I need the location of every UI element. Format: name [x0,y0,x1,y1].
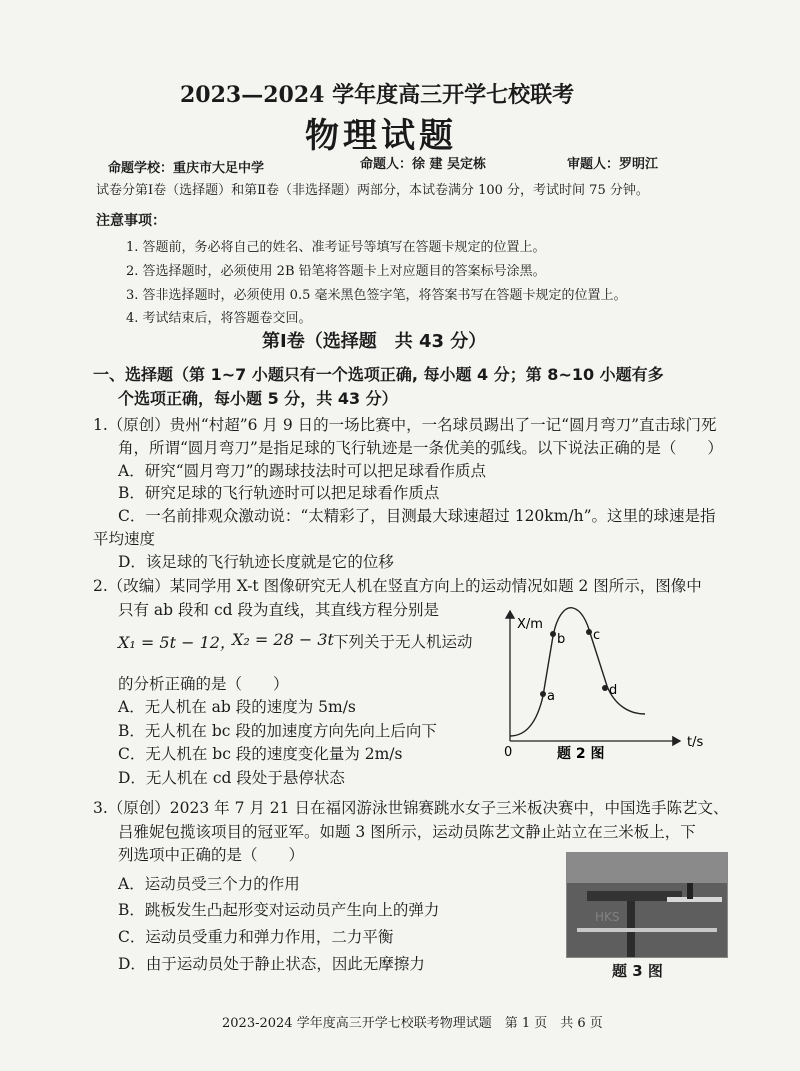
point-c-label: c [593,628,601,643]
svg-text:HKS: HKS [595,910,620,924]
note-item: 1. 答题前，务必将自己的姓名、准考证号等填写在答题卡规定的位置上。 [126,240,546,255]
q2-option-a: A．无人机在 ab 段的速度为 5m/s [118,698,356,716]
notes-heading: 注意事项： [96,213,166,229]
q2-xt-graph [495,596,725,766]
point-b-dot [550,631,556,637]
point-d-dot [602,685,608,691]
q1-option-c-cont: 平均速度 [93,530,156,548]
figure2-caption: 题 2 图 [557,746,605,762]
point-a-dot [540,691,546,697]
origin-label: 0 [504,745,513,760]
q2-stem: 2.（改编）某同学用 X-t 图像研究无人机在竖直方向上的运动情况如题 2 图所示，图像中 [93,577,702,595]
note-item: 2. 答选择题时，必须使用 2B 铅笔将答题卡上对应题目的答案标号涂黑。 [126,264,546,279]
q2-stem-cont: 只有 ab 段和 cd 段为直线，其直线方程分别是 [118,601,439,619]
q3-option-a: A．运动员受三个力的作用 [118,875,300,893]
q3-stem-cont2: 列选项中正确的是（ ） [118,846,305,864]
y-axis-label: X/m [517,617,543,632]
note-item: 3. 答非选择题时，必须使用 0.5 毫米黑色签字笔，将答案书写在答题卡规定的位置上。 [126,288,627,303]
q2-equation-1: X₁ = 5t − 12， [118,633,236,652]
q1-option-c: C．一名前排观众激动说：“太精彩了，目测最大球速超过 120km/h”。这里的球速是指 [118,507,716,525]
q3-option-b: B．跳板发生凸起形变对运动员产生向上的弹力 [118,901,440,919]
q1-option-b: B．研究足球的飞行轨迹时可以把足球看作质点 [118,484,440,502]
school-line: 命题学校：重庆市大足中学 [108,161,265,176]
q1-stem: 1.（原创）贵州“村超”6 月 9 日的一场比赛中，一名球员踢出了一记“圆月弯刀”直击球门死 [93,416,717,434]
exam-info: 试卷分第Ⅰ卷（选择题）和第Ⅱ卷（非选择题）两部分，本试卷满分 100 分，考试时间 75 分钟。 [96,183,649,198]
q3-diving-photo [566,852,728,958]
point-d-label: d [609,683,618,698]
q3-option-c: C．运动员受重力和弹力作用，二力平衡 [118,928,394,946]
exam-title: 2023—2024 学年度高三开学七校联考 [180,82,575,108]
point-c-dot [586,629,592,635]
page-footer: 2023-2024 学年度高三开学七校联考物理试题 第 1 页 共 6 页 [222,1016,603,1031]
q1-stem-cont: 角，所谓“圆月弯刀”是指足球的飞行轨迹是一条优美的弧线。以下说法正确的是（ ） [118,439,723,457]
q3-stem-cont: 吕雅妮包揽该项目的冠亚军。如题 3 图所示，运动员陈艺文静止站立在三米板上，下 [118,823,696,841]
photo-scene [567,853,727,957]
q2-option-c: C．无人机在 bc 段的速度变化量为 2m/s [118,745,403,763]
q2-stem-cont3: 的分析正确的是（ ） [118,675,289,693]
authors-line: 命题人：徐 建 吴定栋 [360,157,487,172]
q3-option-d: D．由于运动员处于静止状态，因此无摩擦力 [118,955,425,973]
subject-title: 物理试题 [305,116,457,156]
point-a-label: a [547,689,555,704]
q2-option-d: D．无人机在 cd 段处于悬停状态 [118,769,345,787]
point-b-label: b [557,632,566,647]
part1-heading: 第Ⅰ卷（选择题 共 43 分） [262,331,487,352]
q1-option-a: A．研究“圆月弯刀”的踢球技法时可以把足球看作质点 [118,462,487,480]
q2-stem-cont2: 下列关于无人机运动 [333,633,473,651]
x-axis-label: t/s [687,735,704,750]
q1-option-d: D．该足球的飞行轨迹长度就是它的位移 [118,553,394,571]
figure3-caption: 题 3 图 [612,962,663,980]
q2-equation-2: X₂ = 28 − 3t [232,630,334,649]
q2-option-b: B．无人机在 bc 段的加速度方向先向上后向下 [118,722,437,740]
reviewer-line: 审题人：罗明江 [567,157,659,172]
note-item: 4. 考试结束后，将答题卷交回。 [126,311,312,326]
q3-stem: 3.（原创）2023 年 7 月 21 日在福冈游泳世锦赛跳水女子三米板决赛中，中国选手陈艺文、 [93,799,729,817]
part1-instruction-cont: 个选项正确，每小题 5 分，共 43 分） [118,389,398,408]
part1-instruction: 一、选择题（第 1~7 小题只有一个选项正确, 每小题 4 分；第 8~10 小题有多 [93,365,664,384]
